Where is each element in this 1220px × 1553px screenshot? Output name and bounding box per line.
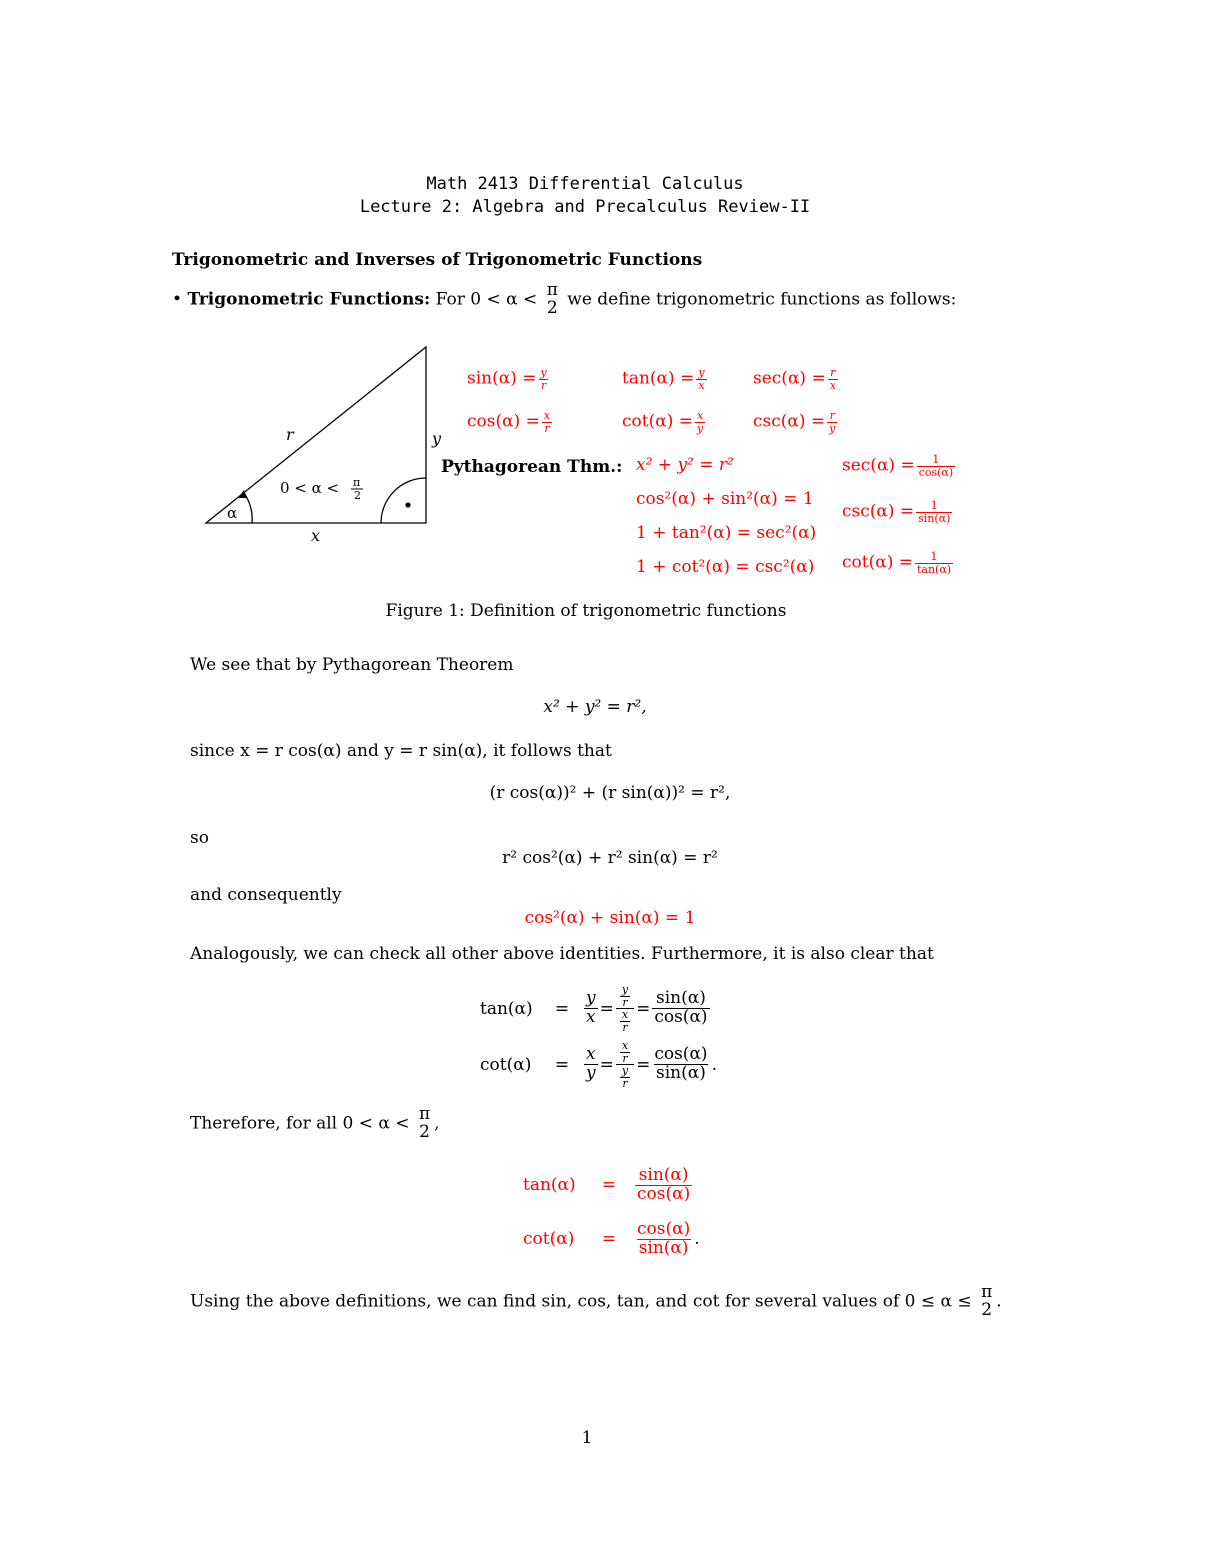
equation-3: r² cos²(α) + r² sin(α) = r²	[502, 848, 718, 868]
bullet-label: Trigonometric Functions:	[187, 289, 431, 310]
figure-caption: Figure 1: Definition of trigonometric functions	[385, 601, 787, 621]
triangle-figure	[200, 340, 440, 550]
def-sin: sin(α) = $\frac{y}{r}$	[467, 366, 547, 392]
recip-sec: sec(α) = $\frac{1}{\cos(\alpha)}$	[842, 453, 954, 479]
paragraph-7: Using the above definitions, we can find sin, cos, tan, and cot for several values of 0 ≤ α ≤ π 2 .	[190, 1282, 1002, 1320]
section-title: Trigonometric and Inverses of Trigonometric Functions	[172, 250, 703, 270]
right-angle-dot	[405, 502, 410, 507]
equation-1: x² + y² = r²,	[543, 697, 647, 717]
angle-range-pi: π	[353, 476, 361, 489]
paragraph-3: so	[190, 828, 209, 848]
def-sec: sec(α) = $\frac{r}{x}$	[753, 366, 836, 392]
recip-csc: csc(α) = $\frac{1}{\sin(\alpha)}$	[842, 499, 951, 525]
bullet-text-before: For 0 < α <	[435, 289, 538, 310]
def-csc: csc(α) = $\frac{r}{y}$	[753, 409, 836, 435]
def-cos: cos(α) = $\frac{x}{r}$	[467, 409, 551, 435]
bullet-line	[172, 282, 956, 318]
recip-cot: cot(α) = $\frac{1}{\tan(\alpha)}$	[842, 550, 952, 576]
identity-2: 1 + tan²(α) = sec²(α)	[636, 523, 817, 543]
red-cot-identity: cot(α) = $\frac{\cos(\alpha)}{\sin(\alpha)}$ .	[523, 1219, 700, 1258]
paragraph-6: Therefore, for all 0 < α < π 2 ,	[190, 1104, 440, 1142]
bullet-two: 2	[546, 297, 558, 318]
equation-2: (r cos(α))² + (r sin(α))² = r²,	[489, 783, 731, 803]
label-alpha: α	[227, 504, 238, 522]
tan-derivation: tan(α) = $\frac{y}{x}$ = $\frac{\frac{y}{r}}{\frac{x}{r}}$ = $\frac{\sin(\alpha)}{\cos(\alpha)}$	[480, 983, 708, 1034]
identity-pyth: x² + y² = r²	[636, 455, 734, 475]
label-y: y	[432, 429, 442, 448]
paragraph-1: We see that by Pythagorean Theorem	[190, 655, 514, 675]
cot-derivation: cot(α) = $\frac{x}{y}$ = $\frac{\frac{x}{r}}{\frac{y}{r}}$ = $\frac{\cos(\alpha)}{\sin(\alpha)}$ .	[480, 1039, 717, 1090]
lecture-title: Lecture 2: Algebra and Precalculus Review-II	[359, 197, 811, 217]
identity-3: 1 + cot²(α) = csc²(α)	[636, 557, 815, 577]
course-title: Math 2413 Differential Calculus	[426, 174, 744, 194]
right-angle-arc	[381, 478, 426, 523]
paragraph-2: since x = r cos(α) and y = r sin(α), it follows that	[190, 741, 612, 761]
red-tan-identity: tan(α) = $\frac{\sin(\alpha)}{\cos(\alpha)}$	[523, 1165, 691, 1204]
bullet-pi: π	[546, 280, 558, 300]
bullet-icon: •	[172, 289, 183, 310]
def-cot: cot(α) = $\frac{x}{y}$	[622, 409, 704, 435]
label-r: r	[286, 425, 294, 444]
pythagorean-label: Pythagorean Thm.:	[441, 457, 623, 477]
paragraph-5: Analogously, we can check all other above identities. Furthermore, it is also clear that	[190, 944, 934, 964]
def-tan: tan(α) = $\frac{y}{x}$	[622, 366, 705, 392]
angle-range-two: 2	[354, 489, 361, 502]
bullet-text-after: we define trigonometric functions as follows:	[567, 289, 957, 310]
angle-range: 0 < α <	[280, 479, 340, 497]
identity-1: cos²(α) + sin²(α) = 1	[636, 489, 814, 509]
equation-4: cos²(α) + sin(α) = 1	[524, 908, 696, 928]
page-number: 1	[581, 1428, 593, 1448]
label-x: x	[311, 526, 321, 545]
paragraph-4: and consequently	[190, 885, 342, 905]
